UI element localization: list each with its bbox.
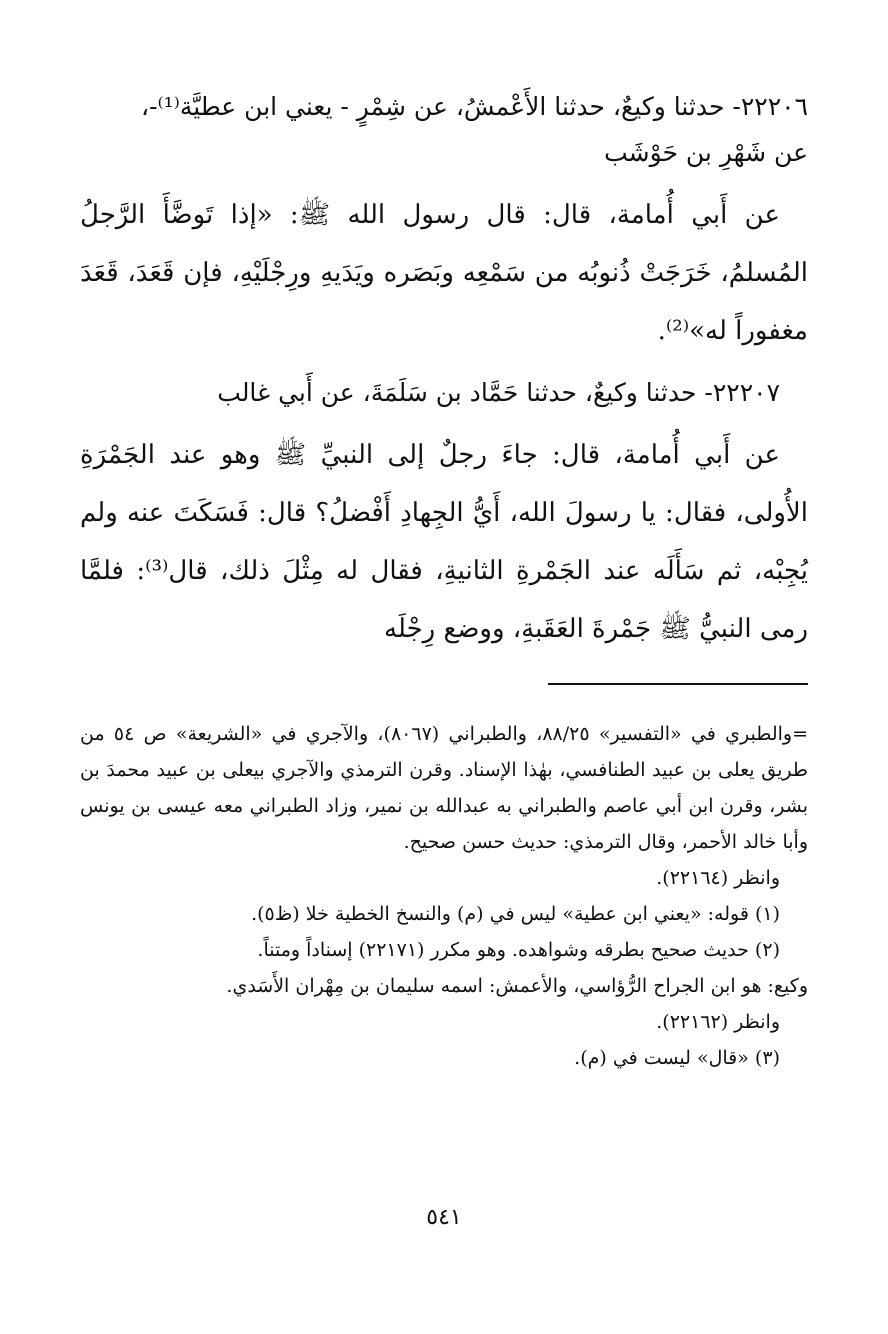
main-text [80,84,808,658]
hadith-22206-header-line1: ٢٢٢٠٦- حدثنا وكيعٌ، حدثنا الأَعْمشُ، عن شِمْرٍ - يعني ابن عطيَّة⁽¹⁾-، [141,92,808,121]
footnote-separator [548,683,808,685]
footnote-1: (١) قوله: «يعني ابن عطية» ليس في (م) والنسخ الخطية خلا (ظ٥). [251,903,780,925]
hadith-22207-body: عن أَبي أُمامة، قال: جاءَ رجلٌ إلى النبيِّ ﷺ وهو عند الجَمْرَةِ الأُولى، فقال: يا رسولَ الله، أَيُّ الجِهادِ أَفْضلُ؟ قال: فَسَكَتَ عنه ولم يُجِبْه، ثم سَأَلَه عند الجَمْرةِ الثانيةِ، فقال له مِثْلَ ذلك، قال⁽³⁾: فلمَّا رمى النبيُّ ﷺ جَمْرةَ العَقَبةِ، ووضع رِجْلَه [80,440,808,644]
footnote-2: (٢) حديث صحيح بطرقه وشواهده. وهو مكرر (٢٢١٧١) إسناداً ومتناً. [257,939,780,961]
hadith-22206-header-line2: عن شَهْرِ بن حَوْشَب [604,138,808,167]
footnote-2-narrators: وكيع: هو ابن الجراح الرُّؤاسي، والأعمش: اسمه سليمان بن مِهْران الأَسَدي. [226,975,808,997]
footnote-see-also-2: وانظر (٢٢١٦٢). [656,1011,780,1033]
footnotes [80,716,808,1076]
page-number: ٥٤١ [426,1205,462,1230]
footnote-see-also-1: وانظر (٢٢١٦٤). [656,867,780,889]
footnote-3: (٣) «قال» ليست في (م). [574,1047,780,1069]
footnote-continuation: =والطبري في «التفسير» ٨٨/٢٥، والطبراني (٨٠٦٧)، والآجري في «الشريعة» ص ٥٤ من طريق يعلى بن عبيد الطنافسي، بهٰذا الإسناد. وقرن الترمذي والآجري بيعلى بن عبيد محمدَ بن بشر، وقرن ابن أبي عاصم والطبراني به عبدالله بن نمير، وزاد الطبراني معه عيسى بن يونس وأبا خالد الأحمر، وقال الترمذي: حديث حسن صحيح. [80,723,808,853]
hadith-22207-header: ٢٢٢٠٧- حدثنا وكيعٌ، حدثنا حَمَّاد بن سَلَمَةَ، عن أَبي غالب [217,378,780,407]
hadith-22206-body: عن أَبي أُمامة، قال: قال رسول الله ﷺ: «إذا تَوضَّأَ الرَّجلُ المُسلمُ، خَرَجَتْ ذُنوبُه من سَمْعِه وبَصَره ويَدَيهِ ورِجْلَيْهِ، فإن قَعَدَ، قَعَدَ مغفوراً له»⁽²⁾. [80,200,808,346]
